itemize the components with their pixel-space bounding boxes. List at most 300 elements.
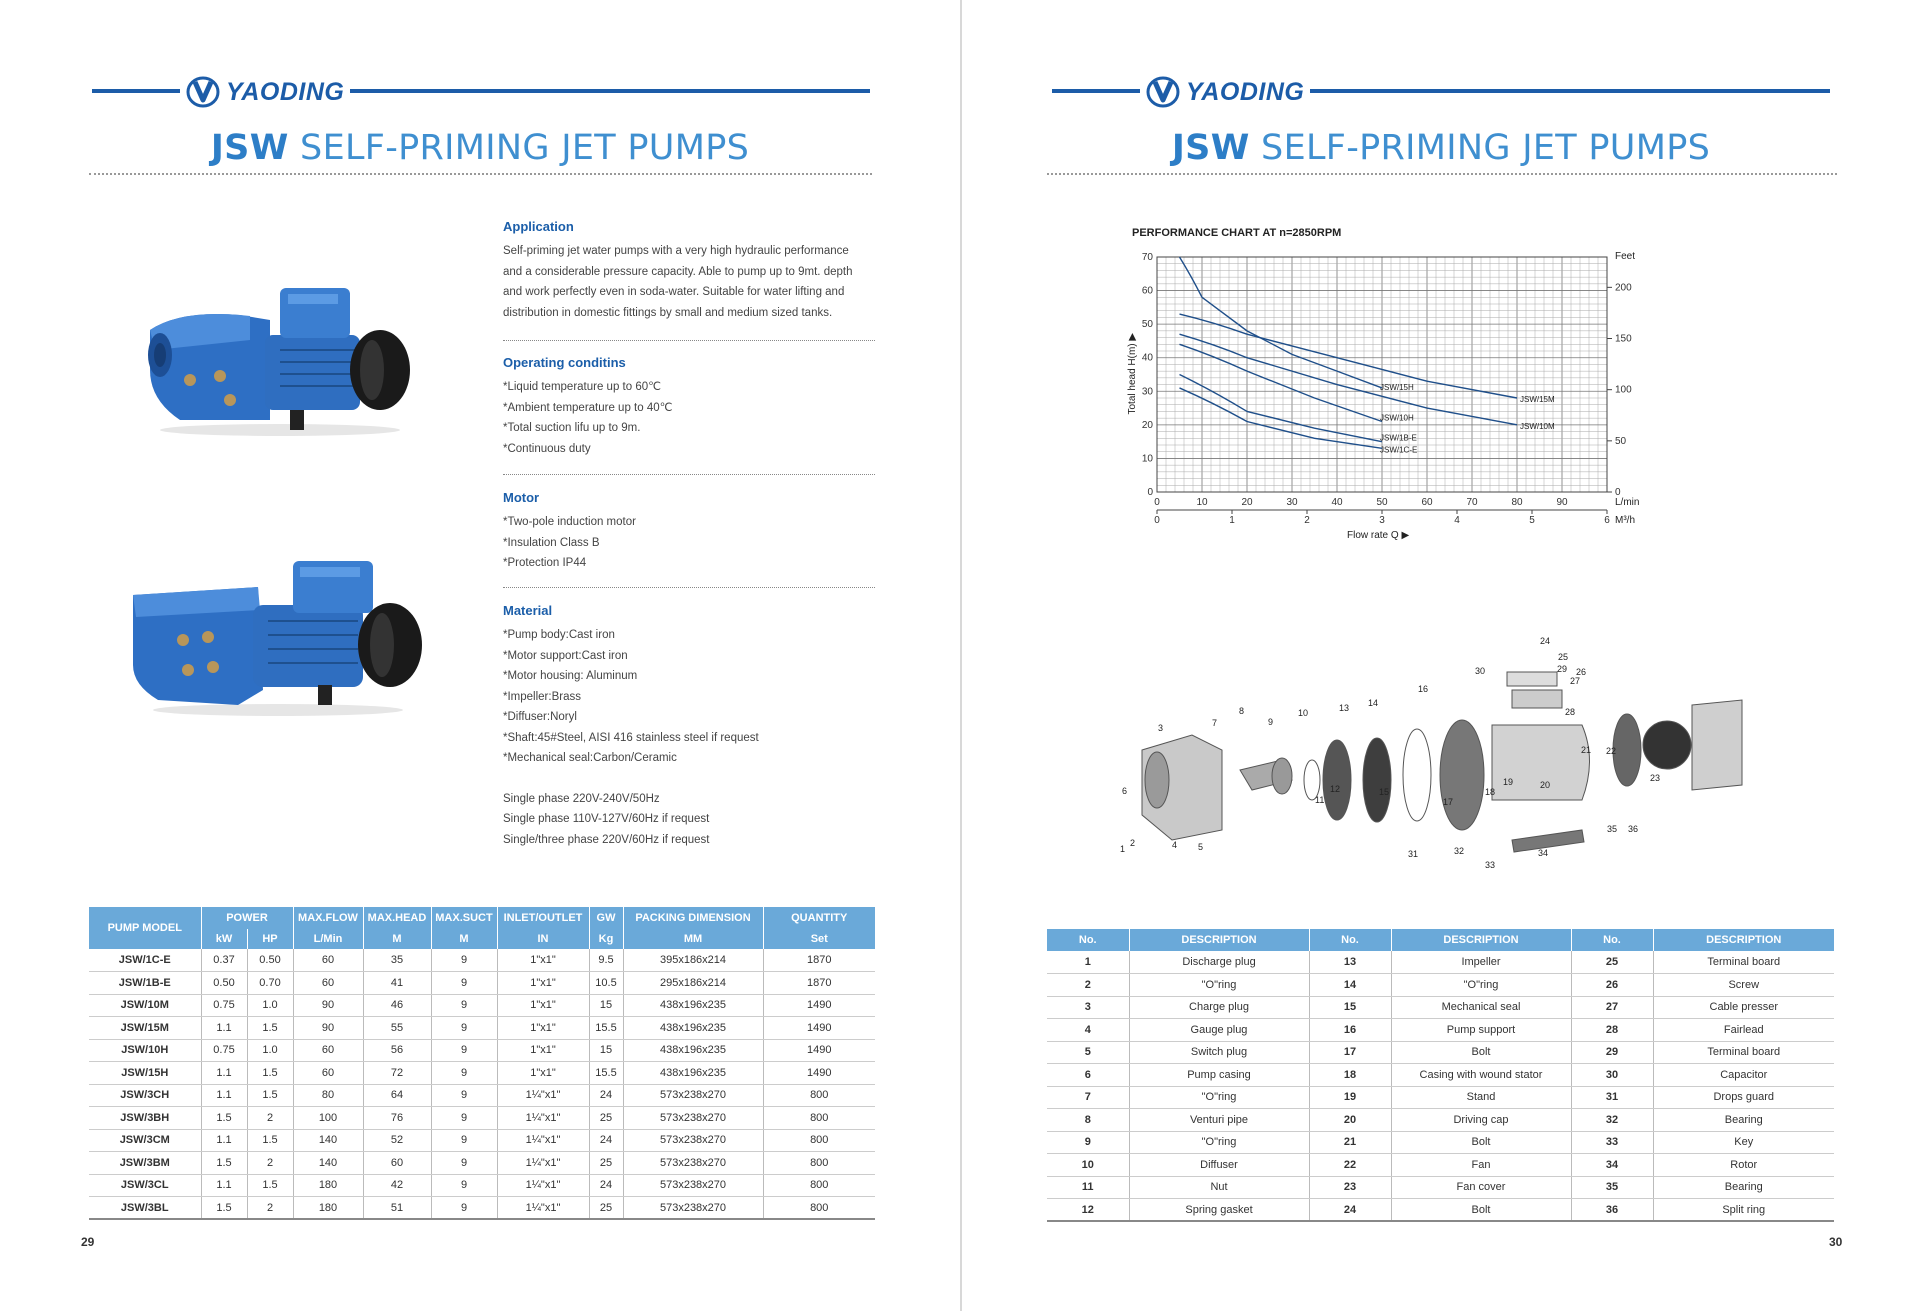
x-tick-label: 60 <box>1421 497 1433 508</box>
spec-model-cell: JSW/10M <box>89 994 201 1017</box>
spec-cell: 55 <box>363 1017 431 1040</box>
x-tick-label: 30 <box>1286 497 1298 508</box>
y-tick-label: 60 <box>1141 285 1153 297</box>
parts-row <box>1047 951 1834 974</box>
part-callout-label: 35 <box>1607 824 1618 834</box>
part-number-cell: 12 <box>1047 1199 1129 1222</box>
page-title <box>962 128 1920 168</box>
x-tick-label: 90 <box>1556 497 1568 508</box>
chart-y2-unit: Feet <box>1615 251 1636 262</box>
part-capacitor <box>1507 672 1557 686</box>
part-pump-support <box>1440 720 1484 830</box>
spec-row <box>89 994 875 1017</box>
col-description: DESCRIPTION <box>1391 929 1571 951</box>
spec-cell: 573x238x270 <box>623 1107 763 1130</box>
y-tick-label: 30 <box>1141 386 1153 398</box>
parts-row <box>1047 1064 1834 1087</box>
part-oring-14 <box>1403 729 1431 821</box>
material-section <box>503 603 903 850</box>
part-casing-port <box>1145 752 1169 808</box>
part-description-cell: "O"ring <box>1129 974 1309 997</box>
series-label: JSW/10M <box>1520 421 1555 431</box>
col-qty: QUANTITY <box>763 907 875 929</box>
yaoding-logo-icon <box>186 76 220 108</box>
spec-cell: 9 <box>431 1062 497 1085</box>
series-label: JSW/10H <box>1380 413 1414 423</box>
part-callout-label: 6 <box>1122 786 1128 796</box>
col-pack-unit: MM <box>623 929 763 949</box>
operating-item: *Liquid temperature up to 60℃ <box>503 381 662 393</box>
part-oring-9 <box>1304 760 1320 800</box>
application-line: and work perfectly even in soda-water. Suitable for water lifting and <box>503 286 845 298</box>
spec-row <box>89 1107 875 1130</box>
spec-table-body <box>89 949 875 1219</box>
part-number-cell: 31 <box>1571 1086 1653 1109</box>
part-number-cell: 33 <box>1571 1131 1653 1154</box>
y2-tick-label: 0 <box>1615 487 1621 498</box>
performance-chart <box>1122 222 1722 602</box>
section-divider <box>503 340 875 341</box>
spec-row <box>89 1174 875 1197</box>
spec-cell: 9 <box>431 949 497 972</box>
spec-cell: 1.1 <box>201 1062 247 1085</box>
application-section <box>503 219 903 323</box>
col-flow-unit: L/Min <box>293 929 363 949</box>
chart-x2-unit: M³/h <box>1615 515 1635 526</box>
part-callout-label: 22 <box>1606 746 1617 756</box>
spec-cell: 9 <box>431 1152 497 1175</box>
spec-cell: 1¼"x1" <box>497 1174 589 1197</box>
spec-cell: 2 <box>247 1152 293 1175</box>
col-head: MAX.HEAD <box>363 907 431 929</box>
motor-heading: Motor <box>503 490 540 505</box>
part-callout-label: 25 <box>1558 652 1569 662</box>
application-line: Self-priming jet water pumps with a very high hydraulic performance <box>503 245 849 257</box>
part-callout-label: 20 <box>1540 780 1551 790</box>
spec-cell: 60 <box>293 949 363 972</box>
part-description-cell: "O"ring <box>1129 1131 1309 1154</box>
chart-grid <box>1157 257 1607 492</box>
part-callout-label: 8 <box>1239 706 1245 716</box>
spec-cell: 24 <box>589 1129 623 1152</box>
spec-cell: 1¼"x1" <box>497 1197 589 1220</box>
part-description-cell: Casing with wound stator <box>1391 1064 1571 1087</box>
power-line: Single phase 220V-240V/50Hz <box>503 792 660 805</box>
spec-cell: 140 <box>293 1152 363 1175</box>
parts-row <box>1047 1176 1834 1199</box>
part-callout-label: 3 <box>1158 723 1164 733</box>
spec-cell: 573x238x270 <box>623 1152 763 1175</box>
spec-cell: 1.0 <box>247 994 293 1017</box>
part-callout-label: 4 <box>1172 840 1178 850</box>
spec-cell: 9 <box>431 1039 497 1062</box>
part-callout-label: 33 <box>1485 860 1496 870</box>
parts-row <box>1047 1131 1834 1154</box>
part-number-cell: 5 <box>1047 1041 1129 1064</box>
spec-cell: 800 <box>763 1174 875 1197</box>
col-gw-unit: Kg <box>589 929 623 949</box>
application-line: distribution in domestic fittings by small and medium sized tanks. <box>503 306 833 319</box>
spec-row <box>89 1084 875 1107</box>
series-label: JSW/1B-E <box>1380 433 1417 443</box>
part-description-cell: Venturi pipe <box>1129 1109 1309 1132</box>
title-rest: SELF-PRIMING JET PUMPS <box>300 128 750 168</box>
spec-cell: 1.5 <box>201 1107 247 1130</box>
spec-cell: 1.1 <box>201 1084 247 1107</box>
spec-model-cell: JSW/3BM <box>89 1152 201 1175</box>
spec-cell: 1.5 <box>247 1062 293 1085</box>
y-tick-label: 50 <box>1141 319 1153 331</box>
material-item: *Mechanical seal:Carbon/Ceramic <box>503 752 677 764</box>
part-callout-label: 1 <box>1120 844 1126 854</box>
chart-ylabel: Total head H(m) ▶ <box>1127 332 1138 415</box>
yaoding-logo-icon <box>1146 76 1180 108</box>
part-number-cell: 9 <box>1047 1131 1129 1154</box>
spec-cell: 1870 <box>763 949 875 972</box>
spec-cell: 35 <box>363 949 431 972</box>
spec-cell: 9 <box>431 1129 497 1152</box>
spec-model-cell: JSW/3BH <box>89 1107 201 1130</box>
x-tick-label: 10 <box>1196 497 1208 508</box>
operating-item: *Total suction lifu up to 9m. <box>503 422 641 434</box>
spec-cell: 9 <box>431 972 497 995</box>
col-no: No. <box>1309 929 1391 951</box>
brand-logo <box>180 76 350 108</box>
title-bold: JSW <box>210 128 289 168</box>
part-venturi-end <box>1272 758 1292 794</box>
spec-cell: 9 <box>431 1107 497 1130</box>
y-tick-label: 0 <box>1147 487 1153 498</box>
series-label: JSW/1C-E <box>1380 445 1418 455</box>
spec-cell: 0.37 <box>201 949 247 972</box>
part-description-cell: Bearing <box>1653 1176 1834 1199</box>
brand-name: YAODING <box>1186 77 1305 106</box>
chart-xlabel: Flow rate Q ▶ <box>1347 530 1410 541</box>
spec-cell: 90 <box>293 994 363 1017</box>
part-number-cell: 13 <box>1309 951 1391 974</box>
part-description-cell: Switch plug <box>1129 1041 1309 1064</box>
chart-x-unit: L/min <box>1615 497 1640 508</box>
exploded-view-diagram <box>1112 630 1752 870</box>
part-description-cell: Bearing <box>1653 1109 1834 1132</box>
part-callout-label: 31 <box>1408 849 1419 859</box>
spec-cell: 0.75 <box>201 994 247 1017</box>
part-callout-label: 17 <box>1443 797 1454 807</box>
spec-cell: 0.70 <box>247 972 293 995</box>
spec-row <box>89 1062 875 1085</box>
page-number: 29 <box>81 1235 95 1249</box>
spec-cell: 800 <box>763 1107 875 1130</box>
spec-cell: 1"x1" <box>497 1039 589 1062</box>
part-callout-label: 14 <box>1368 698 1379 708</box>
material-item: *Motor support:Cast iron <box>503 649 628 662</box>
x-tick-label: 50 <box>1376 497 1388 508</box>
part-number-cell: 10 <box>1047 1154 1129 1177</box>
x2-tick-label: 2 <box>1304 515 1310 526</box>
part-description-cell: Driving cap <box>1391 1109 1571 1132</box>
part-number-cell: 2 <box>1047 974 1129 997</box>
part-number-cell: 7 <box>1047 1086 1129 1109</box>
title-divider <box>1047 173 1837 175</box>
part-number-cell: 28 <box>1571 1019 1653 1042</box>
spec-model-cell: JSW/15M <box>89 1017 201 1040</box>
spec-cell: 60 <box>293 1039 363 1062</box>
col-no: No. <box>1047 929 1129 951</box>
part-callout-label: 12 <box>1330 784 1341 794</box>
material-item: *Shaft:45#Steel, AISI 416 stainless steel if request <box>503 731 759 744</box>
part-number-cell: 15 <box>1309 996 1391 1019</box>
spec-cell: 573x238x270 <box>623 1084 763 1107</box>
col-no: No. <box>1571 929 1653 951</box>
part-diffuser <box>1323 740 1351 820</box>
parts-row <box>1047 1041 1834 1064</box>
pump-photo-2 <box>128 555 428 720</box>
spec-model-cell: JSW/3CM <box>89 1129 201 1152</box>
part-description-cell: Diffuser <box>1129 1154 1309 1177</box>
part-callout-label: 2 <box>1130 838 1136 848</box>
part-description-cell: Bolt <box>1391 1131 1571 1154</box>
spec-cell: 24 <box>589 1084 623 1107</box>
spec-model-cell: JSW/3CL <box>89 1174 201 1197</box>
part-number-cell: 32 <box>1571 1109 1653 1132</box>
spec-model-cell: JSW/3BL <box>89 1197 201 1220</box>
spec-cell: 56 <box>363 1039 431 1062</box>
col-suct: MAX.SUCT <box>431 907 497 929</box>
power-line: Single phase 110V-127V/60Hz if request <box>503 813 710 825</box>
parts-row <box>1047 1109 1834 1132</box>
spec-model-cell: JSW/1B-E <box>89 972 201 995</box>
part-number-cell: 34 <box>1571 1154 1653 1177</box>
parts-table <box>1047 929 1834 1222</box>
part-callout-label: 30 <box>1475 666 1486 676</box>
power-line: Single/three phase 220V/60Hz if request <box>503 833 710 846</box>
part-impeller <box>1363 738 1391 822</box>
y2-tick-label: 50 <box>1615 435 1627 447</box>
spec-cell: 438x196x235 <box>623 994 763 1017</box>
part-description-cell: Terminal board <box>1653 1041 1834 1064</box>
col-flow: MAX.FLOW <box>293 907 363 929</box>
spec-cell: 800 <box>763 1084 875 1107</box>
spec-cell: 52 <box>363 1129 431 1152</box>
part-callout-label: 23 <box>1650 773 1661 783</box>
part-callout-label: 10 <box>1298 708 1309 718</box>
spec-cell: 180 <box>293 1174 363 1197</box>
part-callout-label: 5 <box>1198 842 1204 852</box>
part-description-cell: Drops guard <box>1653 1086 1834 1109</box>
series-label: JSW/15M <box>1520 395 1555 404</box>
x2-tick-label: 5 <box>1529 515 1535 526</box>
spec-cell: 800 <box>763 1152 875 1175</box>
page-title <box>0 128 960 168</box>
part-callout-label: 18 <box>1485 787 1496 797</box>
section-divider <box>503 474 875 475</box>
spec-cell: 438x196x235 <box>623 1062 763 1085</box>
y2-tick-label: 150 <box>1615 333 1632 345</box>
spec-cell: 800 <box>763 1197 875 1220</box>
part-number-cell: 21 <box>1309 1131 1391 1154</box>
spec-cell: 180 <box>293 1197 363 1220</box>
part-fan-cover <box>1692 700 1742 790</box>
motor-item: *Protection IP44 <box>503 557 587 569</box>
part-callout-label: 9 <box>1268 717 1274 727</box>
col-suct-unit: M <box>431 929 497 949</box>
spec-cell: 9 <box>431 1017 497 1040</box>
spec-cell: 0.50 <box>247 949 293 972</box>
x-tick-label: 80 <box>1511 497 1523 508</box>
col-power: POWER <box>201 907 293 929</box>
col-gw: GW <box>589 907 623 929</box>
part-callout-label: 13 <box>1339 703 1350 713</box>
part-number-cell: 20 <box>1309 1109 1391 1132</box>
part-callout-label: 7 <box>1212 718 1218 728</box>
x2-tick-label: 0 <box>1154 515 1160 526</box>
pump-photo-1 <box>140 280 420 440</box>
spec-cell: 60 <box>293 1062 363 1085</box>
part-callout-label: 36 <box>1628 824 1639 834</box>
spec-cell: 1.0 <box>247 1039 293 1062</box>
parts-table-body <box>1047 951 1834 1221</box>
spec-cell: 80 <box>293 1084 363 1107</box>
spec-cell: 1490 <box>763 994 875 1017</box>
operating-heading: Operating conditins <box>503 355 626 370</box>
col-description: DESCRIPTION <box>1129 929 1309 951</box>
col-description: DESCRIPTION <box>1653 929 1834 951</box>
brand-header <box>1052 77 1830 106</box>
part-number-cell: 19 <box>1309 1086 1391 1109</box>
title-bold: JSW <box>1171 128 1250 168</box>
motor-item: *Insulation Class B <box>503 536 600 549</box>
series-label: JSW/15H <box>1380 382 1414 392</box>
spec-cell: 64 <box>363 1084 431 1107</box>
spec-model-cell: JSW/3CH <box>89 1084 201 1107</box>
spec-cell: 1.5 <box>247 1129 293 1152</box>
application-line: and a considerable pressure capacity. Able to pump up to 9mt. depth <box>503 265 853 278</box>
spec-row <box>89 1197 875 1220</box>
col-hp: HP <box>247 929 293 949</box>
part-description-cell: Fan cover <box>1391 1176 1571 1199</box>
part-description-cell: Split ring <box>1653 1199 1834 1222</box>
spec-cell: 25 <box>589 1152 623 1175</box>
spec-cell: 1¼"x1" <box>497 1129 589 1152</box>
spec-cell: 9.5 <box>589 949 623 972</box>
spec-cell: 573x238x270 <box>623 1129 763 1152</box>
spec-cell: 60 <box>293 972 363 995</box>
part-description-cell: Screw <box>1653 974 1834 997</box>
part-description-cell: Rotor <box>1653 1154 1834 1177</box>
part-description-cell: Nut <box>1129 1176 1309 1199</box>
spec-cell: 51 <box>363 1197 431 1220</box>
part-description-cell: "O"ring <box>1129 1086 1309 1109</box>
material-item: *Diffuser:Noryl <box>503 711 577 723</box>
material-item: *Motor housing: Aluminum <box>503 670 638 682</box>
spec-model-cell: JSW/10H <box>89 1039 201 1062</box>
operating-item: *Continuous duty <box>503 442 591 455</box>
spec-cell: 46 <box>363 994 431 1017</box>
motor-section <box>503 490 903 574</box>
spec-cell: 42 <box>363 1174 431 1197</box>
part-description-cell: Key <box>1653 1131 1834 1154</box>
spec-cell: 395x186x214 <box>623 949 763 972</box>
y-tick-label: 20 <box>1141 419 1153 431</box>
application-heading: Application <box>503 219 574 234</box>
spec-cell: 9 <box>431 994 497 1017</box>
brand-name: YAODING <box>226 77 345 106</box>
spec-cell: 140 <box>293 1129 363 1152</box>
part-number-cell: 6 <box>1047 1064 1129 1087</box>
y-tick-label: 10 <box>1141 453 1153 465</box>
spec-cell: 800 <box>763 1129 875 1152</box>
page-number: 30 <box>1829 1235 1843 1249</box>
part-number-cell: 29 <box>1571 1041 1653 1064</box>
part-description-cell: Capacitor <box>1653 1064 1834 1087</box>
x2-tick-label: 6 <box>1604 515 1610 526</box>
part-callout-label: 34 <box>1538 848 1549 858</box>
spec-cell: 1.5 <box>247 1174 293 1197</box>
brand-header <box>92 77 870 106</box>
y2-tick-label: 100 <box>1615 384 1632 396</box>
spec-cell: 438x196x235 <box>623 1039 763 1062</box>
spec-cell: 1"x1" <box>497 972 589 995</box>
right-page <box>962 0 1920 1311</box>
col-model: PUMP MODEL <box>89 907 201 949</box>
operating-section <box>503 355 903 459</box>
spec-cell: 1.1 <box>201 1174 247 1197</box>
parts-row <box>1047 974 1834 997</box>
part-number-cell: 22 <box>1309 1154 1391 1177</box>
spec-model-cell: JSW/15H <box>89 1062 201 1085</box>
part-number-cell: 17 <box>1309 1041 1391 1064</box>
title-rest: SELF-PRIMING JET PUMPS <box>1261 128 1711 168</box>
col-inlet: INLET/OUTLET <box>497 907 589 929</box>
spec-cell: 1.5 <box>201 1152 247 1175</box>
spec-row <box>89 972 875 995</box>
col-qty-unit: Set <box>763 929 875 949</box>
part-description-cell: "O"ring <box>1391 974 1571 997</box>
parts-row <box>1047 1019 1834 1042</box>
spec-cell: 1"x1" <box>497 949 589 972</box>
spec-cell: 9 <box>431 1084 497 1107</box>
col-kw: kW <box>201 929 247 949</box>
y-tick-label: 70 <box>1141 252 1153 263</box>
material-item: *Impeller:Brass <box>503 690 581 703</box>
spec-cell: 15.5 <box>589 1017 623 1040</box>
spec-cell: 1¼"x1" <box>497 1107 589 1130</box>
parts-row <box>1047 1199 1834 1222</box>
spec-table <box>89 907 875 1220</box>
series-line-jsw-10h <box>1180 344 1383 421</box>
spec-cell: 15.5 <box>589 1062 623 1085</box>
spec-row <box>89 1152 875 1175</box>
spec-cell: 1490 <box>763 1017 875 1040</box>
material-item: *Pump body:Cast iron <box>503 629 615 641</box>
part-number-cell: 25 <box>1571 951 1653 974</box>
spec-cell: 2 <box>247 1107 293 1130</box>
part-description-cell: Pump support <box>1391 1019 1571 1042</box>
part-callout-label: 11 <box>1315 795 1325 805</box>
part-description-cell: Mechanical seal <box>1391 996 1571 1019</box>
operating-item: *Ambient temperature up to 40℃ <box>503 401 673 414</box>
part-callout-label: 27 <box>1570 676 1581 686</box>
spec-cell: 1.5 <box>247 1017 293 1040</box>
series-line-jsw-15m <box>1180 314 1518 398</box>
part-callout-label: 16 <box>1418 684 1429 694</box>
part-description-cell: Gauge plug <box>1129 1019 1309 1042</box>
col-inlet-unit: IN <box>497 929 589 949</box>
spec-cell: 1¼"x1" <box>497 1152 589 1175</box>
spec-cell: 76 <box>363 1107 431 1130</box>
part-callout-label: 15 <box>1379 787 1390 797</box>
part-number-cell: 26 <box>1571 974 1653 997</box>
